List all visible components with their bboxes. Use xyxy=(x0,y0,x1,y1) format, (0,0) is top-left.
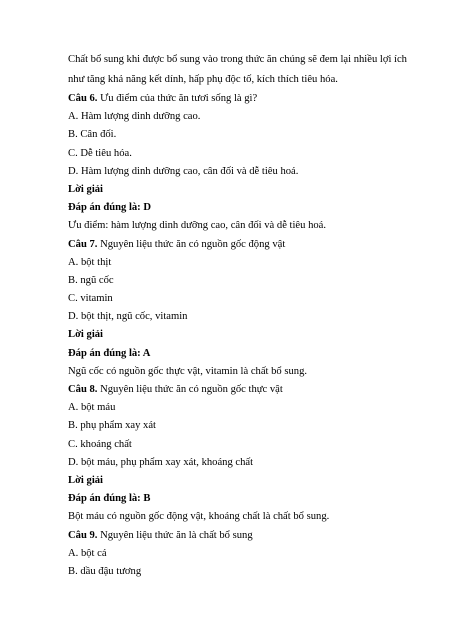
explanation: Ngũ cốc có nguồn gốc thực vật, vitamin là chất bổ sung. xyxy=(68,365,308,377)
answer-line: Đáp án đúng là: D xyxy=(68,202,152,214)
option-d: D. bột thịt, ngũ cốc, vitamin xyxy=(68,311,188,323)
option-a: A. bột cá xyxy=(68,547,107,559)
document-content xyxy=(68,50,413,581)
option-a: A. bột thịt xyxy=(68,256,112,268)
option-c: C. vitamin xyxy=(68,293,113,305)
solution-heading: Lời giải xyxy=(68,474,104,486)
intro-paragraph: Chất bổ sung khi được bổ sung vào trong thức ăn chúng sẽ đem lại nhiều lợi ích như tăng khả năng kết dính, hấp phụ độc tố, kích thích tiêu hóa. xyxy=(68,54,407,85)
option-b: B. phụ phẩm xay xát xyxy=(68,420,156,432)
option-d: D. Hàm lượng dinh dưỡng cao, cân đối và dễ tiêu hoá. xyxy=(68,165,299,177)
question-text: Nguyên liệu thức ăn là chất bổ sung xyxy=(97,529,253,541)
question-label: Câu 8. xyxy=(68,384,98,395)
question-text: Ưu điểm của thức ăn tươi sống là gì? xyxy=(97,93,258,104)
question-label: Câu 6. xyxy=(68,93,98,104)
question-label: Câu 9. xyxy=(68,529,98,541)
solution-heading: Lời giải xyxy=(68,329,104,341)
explanation: Bột máu có nguồn gốc động vật, khoáng chất là chất bổ sung. xyxy=(68,511,330,523)
explanation: Ưu điểm: hàm lượng dinh dưỡng cao, cân đối và dễ tiêu hoá. xyxy=(68,220,327,232)
question-9 xyxy=(68,527,413,545)
question-text: Nguyên liệu thức ăn có nguồn gốc động vật xyxy=(97,238,286,250)
option-a: A. bột máu xyxy=(68,402,116,414)
question-7 xyxy=(68,236,413,254)
answer-line: Đáp án đúng là: A xyxy=(68,347,151,359)
question-6 xyxy=(68,90,413,108)
option-b: B. dầu đậu tương xyxy=(68,565,142,577)
option-b: B. ngũ cốc xyxy=(68,274,114,286)
question-8 xyxy=(68,381,413,399)
option-d: D. bột máu, phụ phẩm xay xát, khoáng chất xyxy=(68,456,254,468)
option-b: B. Cân đối. xyxy=(68,129,117,141)
solution-heading: Lời giải xyxy=(68,183,104,195)
question-text: Nguyên liệu thức ăn có nguồn gốc thực vật xyxy=(97,384,283,395)
option-c: C. Dễ tiêu hóa. xyxy=(68,147,132,159)
option-c: C. khoáng chất xyxy=(68,438,132,450)
question-label: Câu 7. xyxy=(68,238,98,250)
option-a: A. Hàm lượng dinh dưỡng cao. xyxy=(68,111,201,123)
answer-line: Đáp án đúng là: B xyxy=(68,493,151,505)
